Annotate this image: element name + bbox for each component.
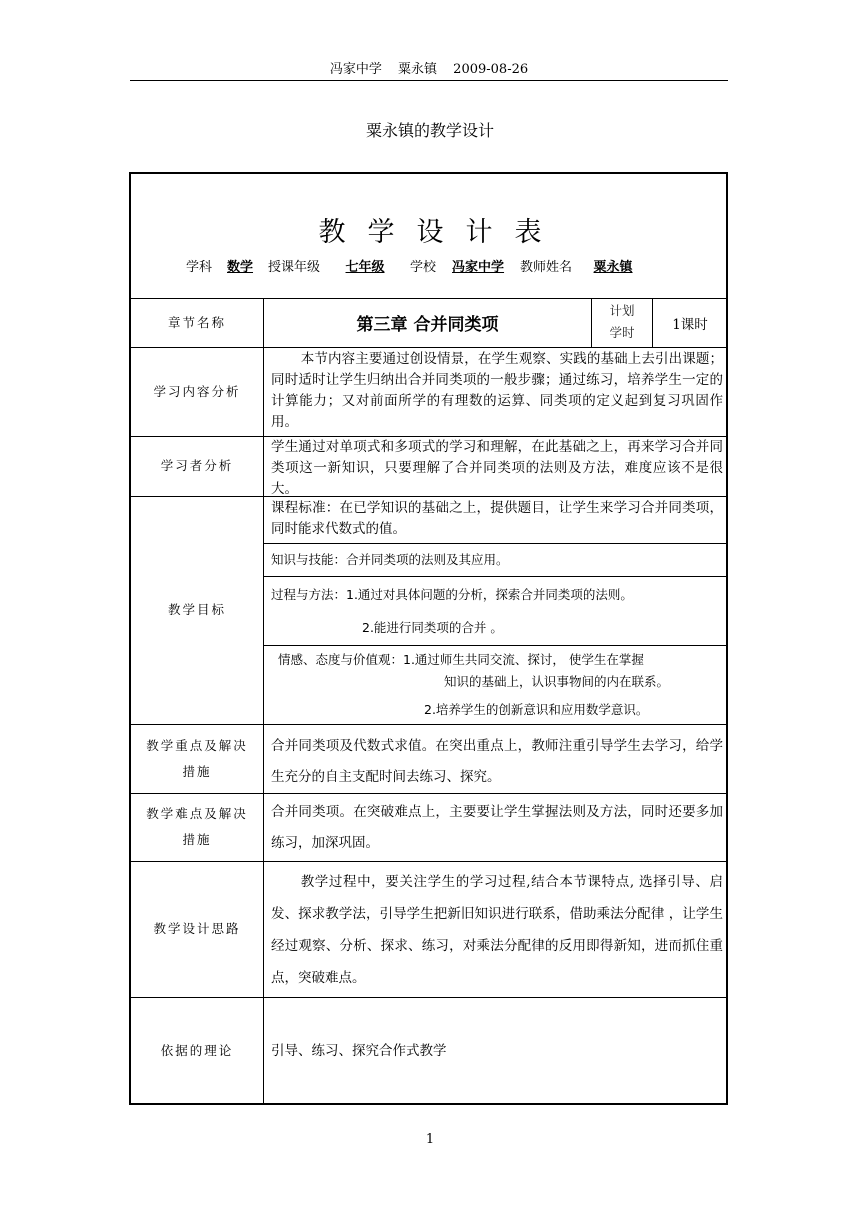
difficulties-label-line-1: 教学难点及解决 xyxy=(146,806,248,821)
document-title: 粟永镇的教学设计 xyxy=(365,121,494,140)
difficulties-label-line-2: 措施 xyxy=(182,832,212,847)
header-school: 冯家中学 xyxy=(329,62,382,77)
rule-process-bottom xyxy=(263,645,727,646)
design-idea-label: 教学设计思路 xyxy=(153,921,241,936)
content-analysis-label: 学习内容分析 xyxy=(153,383,241,399)
objective-process-2: 2.能进行同类项的合并 。 xyxy=(362,620,503,635)
objective-emotion-1a: 情感、态度与价值观：1.通过师生共同交流、探讨， 使学生在掌握 xyxy=(278,652,644,667)
page-number: 1 xyxy=(425,1132,435,1147)
objective-emotion-2: 2.培养学生的创新意识和应用数学意识。 xyxy=(424,702,649,717)
design-idea-text: 教学过程中，要关注学生的学习过程,结合本节课特点, 选择引导、启发、探求教学法，引导学生把新旧知识进行联系，借助乘法分配律 ，让学生经过观察、分析、探求、练习，对乘法分配律的反用即得新知，进而抓住重点，突破难点。 xyxy=(271,874,723,986)
key-points-label xyxy=(131,724,263,793)
difficulties-text: 合并同类项。在突破难点上，主要要让学生掌握法则及方法，同时还要多加练习，加深巩固。 xyxy=(271,804,723,851)
teacher-value: 粟永镇 xyxy=(593,260,633,275)
header-teacher: 粟永镇 xyxy=(398,62,438,77)
rule-knowledge-bottom xyxy=(263,576,727,577)
objective-emotion-1b: 知识的基础上，认识事物间的内在联系。 xyxy=(444,674,670,689)
key-points-label-line-2: 措施 xyxy=(182,763,212,779)
subject-label: 学科 xyxy=(186,260,213,275)
page-header xyxy=(130,62,728,81)
teacher-label: 教师姓名 xyxy=(520,260,573,275)
objective-process-1: 过程与方法：1.通过对具体问题的分析，探索合并同类项的法则。 xyxy=(271,587,633,602)
school-label: 学校 xyxy=(410,260,437,275)
form-info-line xyxy=(186,256,726,275)
key-points-label-line-1: 教学重点及解决 xyxy=(146,737,248,753)
objective-knowledge: 知识与技能：合并同类项的法则及其应用。 xyxy=(271,552,509,567)
rule-standard-bottom xyxy=(263,543,727,544)
chapter-value: 第三章 合并同类项 xyxy=(356,315,499,335)
plan-label-line-2: 学时 xyxy=(609,325,635,340)
grade-value: 七年级 xyxy=(345,260,385,275)
objectives-label: 教学目标 xyxy=(167,602,226,617)
theory-text: 引导、练习、探究合作式教学 xyxy=(271,1043,447,1059)
subject-value: 数学 xyxy=(227,260,254,275)
learner-analysis-text: 学生通过对单项式和多项式的学习和理解，在此基础之上，再来学习合并同类项这一新知识，只要理解了合并同类项的法则及方法，难度应该不是很大。 xyxy=(271,439,723,497)
school-value: 冯家中学 xyxy=(452,260,505,275)
form-title: 教学设计表 xyxy=(318,217,564,248)
difficulties-label xyxy=(131,793,263,861)
theory-label: 依据的理论 xyxy=(160,1042,234,1058)
plan-hours-label xyxy=(592,300,652,346)
chapter-label: 章节名称 xyxy=(167,314,226,330)
grade-label: 授课年级 xyxy=(268,260,321,275)
content-analysis-text: 本节内容主要通过创设情景，在学生观察、实践的基础上去引出课题；同时适时让学生归纳出合并同类项的一般步骤；通过练习，培养学生一定的计算能力；又对前面所学的有理数的运算、同类项的定义起到复习巩固作用。 xyxy=(271,351,723,430)
key-points-text: 合并同类项及代数式求值。在突出重点上，教师注重引导学生去学习，给学生充分的自主支配时间去练习、探究。 xyxy=(271,738,723,785)
learner-analysis-label: 学习者分析 xyxy=(160,458,234,473)
plan-hours-value: 1课时 xyxy=(672,316,708,333)
plan-label-line-1: 计划 xyxy=(609,303,635,318)
rule-label-column xyxy=(263,298,264,1104)
objective-standard: 课程标准：在已学知识的基础之上，提供题目，让学生来学习合并同类项，同时能求代数式的值。 xyxy=(271,500,723,537)
header-date: 2009-08-26 xyxy=(453,62,529,77)
